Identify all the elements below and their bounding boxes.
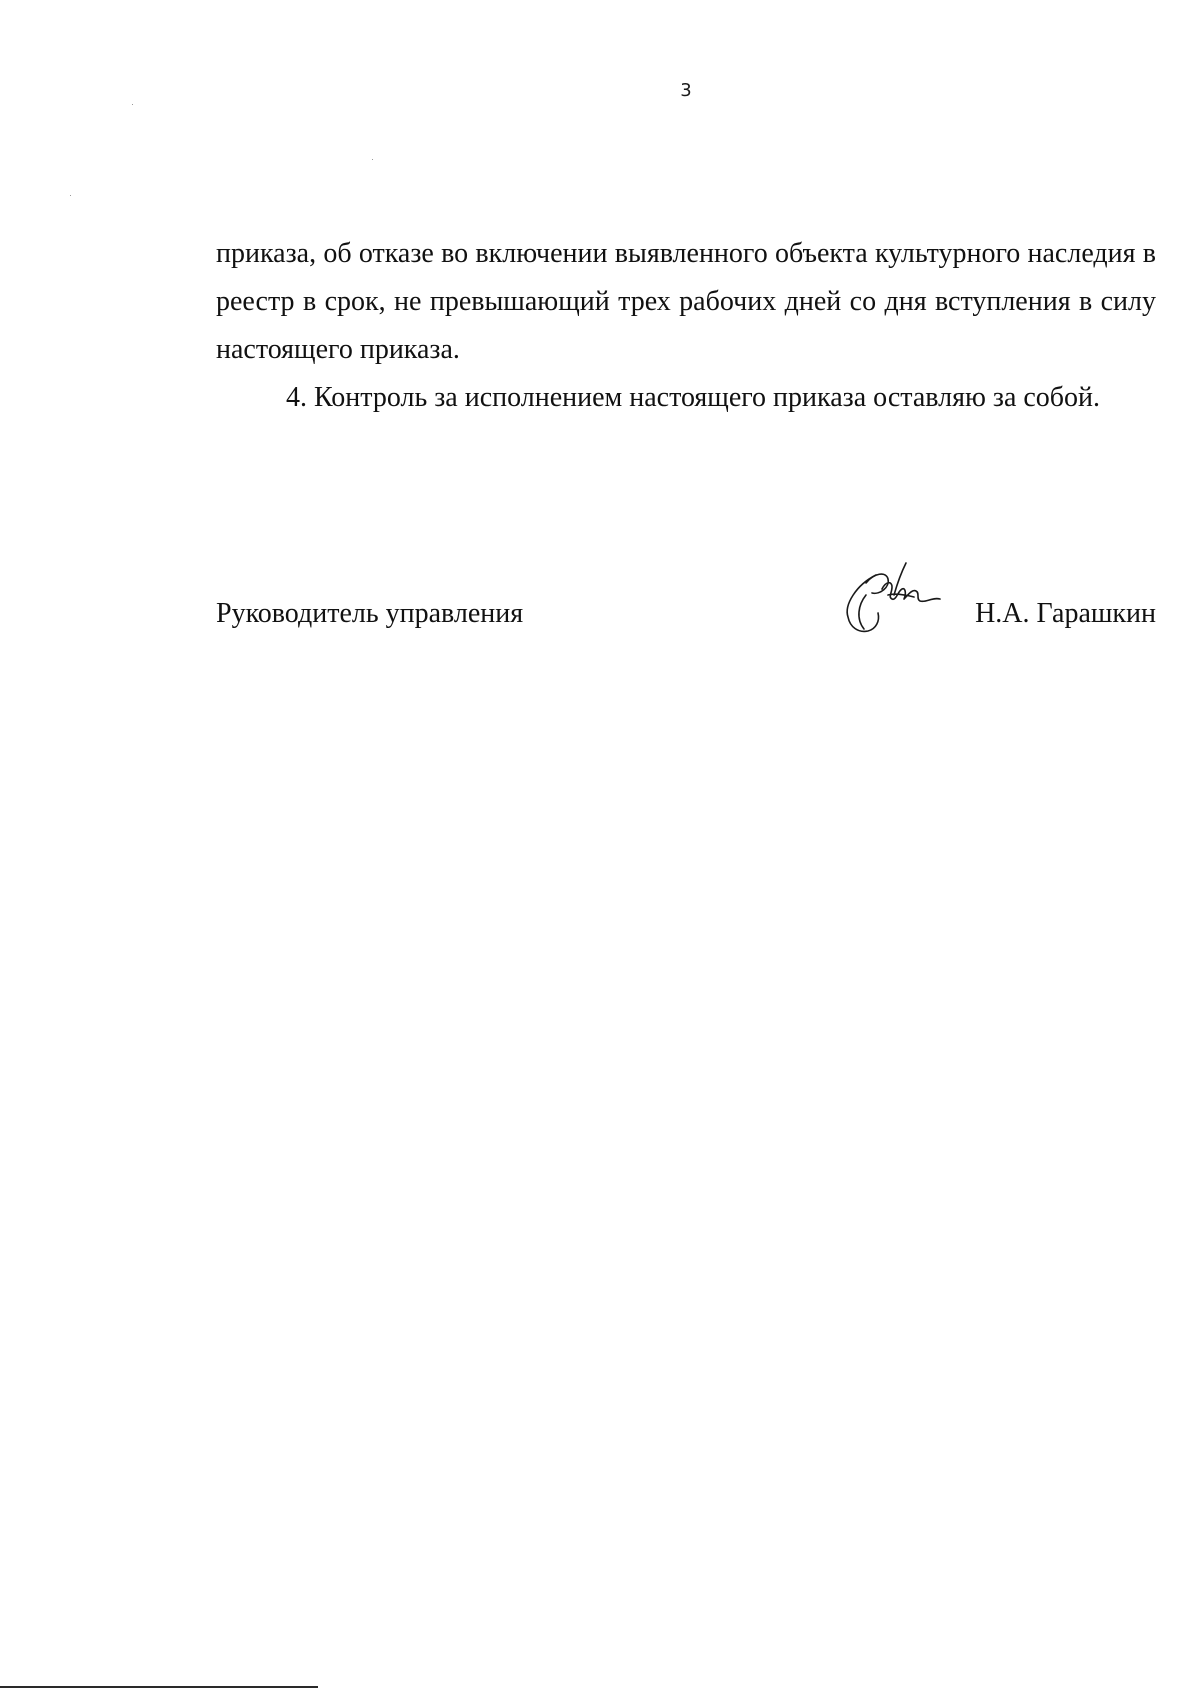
- scan-speck: [70, 195, 71, 196]
- signatory-name: Н.А. Гарашкин: [975, 598, 1156, 629]
- body-paragraph-continuation: приказа, об отказе во включении выявленного объекта культурного наследия в реестр в срок, не превышающий трех рабочих дней со дня вступления в силу настоящего приказа.: [216, 238, 1156, 365]
- scan-speck: [132, 104, 133, 105]
- signatory-position: Руководитель управления: [216, 598, 524, 629]
- handwritten-signature-icon: [836, 555, 946, 645]
- page-number: 3: [680, 80, 692, 101]
- body-paragraph-item-4: 4. Контроль за исполнением настоящего приказа оставляю за собой.: [286, 382, 1101, 413]
- scan-edge-line: [0, 1686, 318, 1688]
- scan-speck: [372, 159, 373, 160]
